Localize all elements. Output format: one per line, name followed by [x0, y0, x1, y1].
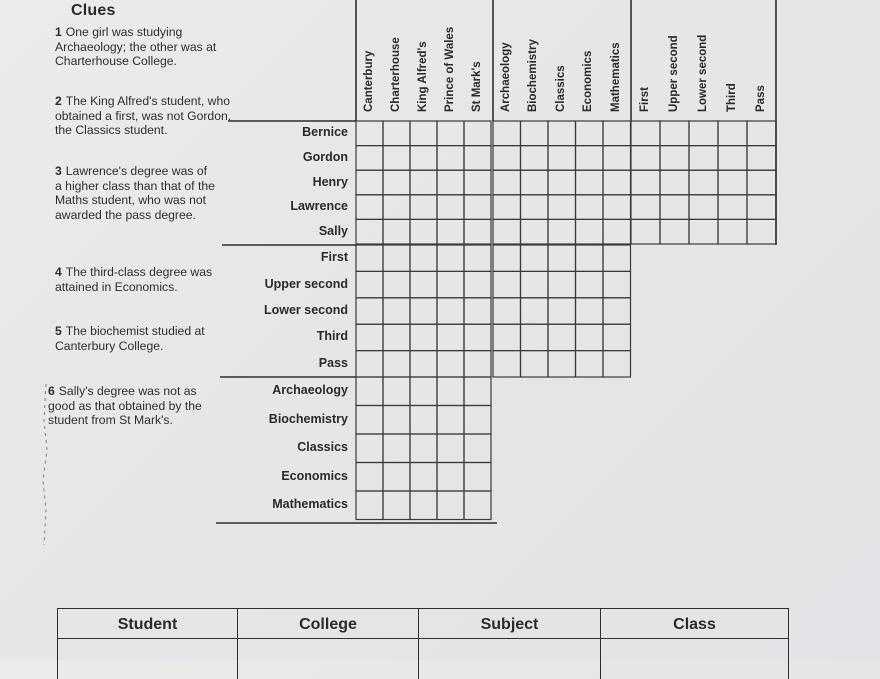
grid-cell[interactable]: [464, 491, 491, 520]
grid-cell[interactable]: [383, 271, 410, 297]
grid-cell[interactable]: [718, 195, 747, 220]
grid-cell[interactable]: [410, 195, 437, 220]
grid-cell[interactable]: [660, 219, 689, 244]
grid-cell[interactable]: [603, 324, 631, 350]
grid-cell[interactable]: [521, 170, 549, 195]
grid-cell[interactable]: [410, 245, 437, 271]
grid-cell[interactable]: [437, 298, 464, 324]
grid-cell[interactable]: [576, 195, 604, 220]
answer-cell[interactable]: [237, 639, 418, 679]
row-label: Mathematics: [272, 497, 348, 512]
grid-cell[interactable]: [603, 351, 631, 377]
row-label: Gordon: [302, 149, 348, 164]
grid-cell[interactable]: [437, 170, 464, 195]
grid-cell[interactable]: [603, 170, 631, 195]
row-label: Henry: [312, 174, 348, 189]
grid-cell[interactable]: [383, 245, 410, 271]
grid-cell[interactable]: [576, 351, 604, 377]
grid-cell[interactable]: [356, 491, 383, 520]
grid-cell[interactable]: [603, 219, 631, 244]
grid-cell[interactable]: [437, 121, 464, 146]
row-label: Economics: [281, 468, 348, 483]
grid-cell[interactable]: [603, 245, 631, 271]
grid-cell[interactable]: [747, 195, 776, 220]
grid-cell[interactable]: [660, 121, 689, 146]
grid-cell[interactable]: [356, 271, 383, 297]
grid-cell[interactable]: [548, 195, 576, 220]
grid-cell[interactable]: [603, 195, 631, 220]
row-label: Lawrence: [290, 199, 348, 214]
grid-cell[interactable]: [464, 271, 491, 297]
grid-cell[interactable]: [521, 298, 549, 324]
grid-cell[interactable]: [356, 121, 383, 146]
clue-number: 1: [55, 25, 62, 39]
clue-text: The third-class degree was attained in Economics.: [55, 265, 213, 294]
grid-cell[interactable]: [464, 298, 491, 324]
grid-cell[interactable]: [356, 146, 383, 171]
grid-cell[interactable]: [356, 219, 383, 244]
grid-cell[interactable]: [356, 434, 383, 463]
grid-cell[interactable]: [356, 377, 383, 406]
grid-cell[interactable]: [576, 245, 604, 271]
grid-cell[interactable]: [521, 195, 549, 220]
grid-cell[interactable]: [437, 195, 464, 220]
grid-cell[interactable]: [548, 298, 576, 324]
grid-cell[interactable]: [464, 351, 491, 377]
grid-cell[interactable]: [383, 195, 410, 220]
row-label: Lower second: [263, 303, 348, 317]
grid-cell[interactable]: [493, 121, 521, 146]
row-label: Third: [316, 329, 348, 344]
grid-cell[interactable]: [464, 434, 491, 463]
grid-cell[interactable]: [548, 324, 576, 350]
grid-cell[interactable]: [356, 463, 383, 492]
answer-cell[interactable]: [418, 639, 600, 679]
grid-cell[interactable]: [493, 245, 521, 271]
grid-cell[interactable]: [356, 170, 383, 195]
clue-text: The biochemist studied at Canterbury College.: [55, 324, 205, 353]
grid-cell[interactable]: [521, 271, 549, 297]
grid-cell[interactable]: [576, 324, 604, 350]
grid-cell[interactable]: [410, 377, 437, 406]
column-label: Mathematics: [609, 42, 622, 112]
grid-cell[interactable]: [437, 434, 464, 463]
column-label: Archaeology: [499, 42, 512, 112]
grid-cell[interactable]: [410, 434, 437, 463]
grid-cell[interactable]: [689, 121, 718, 146]
grid-cell[interactable]: [464, 324, 491, 350]
grid-cell[interactable]: [631, 219, 660, 244]
grid-cell[interactable]: [576, 121, 604, 146]
column-label: Classics: [554, 65, 567, 112]
grid-cell[interactable]: [410, 491, 437, 520]
grid-cell[interactable]: [689, 219, 718, 244]
clue-text: One girl was studying Archaeology; the other was at Charterhouse College.: [55, 25, 217, 69]
grid-cell[interactable]: [603, 121, 631, 146]
grid-cell[interactable]: [576, 170, 604, 195]
column-label: Upper second: [667, 35, 680, 112]
grid-cell[interactable]: [521, 324, 549, 350]
grid-cell[interactable]: [493, 351, 521, 377]
grid-cell[interactable]: [464, 463, 491, 492]
answer-cell[interactable]: [57, 639, 237, 679]
column-label: First: [638, 87, 651, 112]
grid-cell[interactable]: [356, 195, 383, 220]
grid-cell[interactable]: [548, 121, 576, 146]
clue-text: Sally's degree was not as good as that obtained by the student from St Mark's.: [48, 384, 202, 428]
column-label: Prince of Wales: [443, 26, 456, 112]
row-label: Classics: [297, 440, 348, 455]
grid-cell[interactable]: [437, 351, 464, 377]
grid-cell[interactable]: [410, 121, 437, 146]
row-label: First: [320, 250, 348, 265]
grid-cell[interactable]: [689, 146, 718, 171]
row-label: Sally: [318, 223, 348, 238]
column-label: Pass: [754, 85, 767, 112]
clue-number: 2: [55, 94, 62, 108]
column-label: Lower second: [696, 34, 709, 112]
grid-cell[interactable]: [437, 406, 464, 435]
row-label: Biochemistry: [268, 411, 348, 426]
grid-cell[interactable]: [660, 195, 689, 220]
grid-cell[interactable]: [603, 298, 631, 324]
grid-cell[interactable]: [631, 170, 660, 195]
grid-cell[interactable]: [437, 463, 464, 492]
grid-cell[interactable]: [631, 146, 660, 171]
grid-cell[interactable]: [464, 121, 491, 146]
grid-cell[interactable]: [437, 245, 464, 271]
grid-cell[interactable]: [603, 271, 631, 297]
answer-header-subject: Subject: [418, 608, 600, 639]
grid-cell[interactable]: [356, 324, 383, 350]
grid-cell[interactable]: [718, 219, 747, 244]
grid-cell[interactable]: [521, 146, 549, 171]
clue-text: The King Alfred's student, who obtained a first, was not Gordon, the Classics student.: [55, 94, 232, 138]
row-label: Bernice: [302, 125, 348, 140]
grid-cell[interactable]: [410, 146, 437, 171]
clue-text: Lawrence's degree was of a higher class than that of the Maths student, who was not awarded the pass degree.: [55, 164, 215, 222]
grid-cell[interactable]: [464, 406, 491, 435]
grid-cell[interactable]: [437, 491, 464, 520]
grid-cell[interactable]: [747, 170, 776, 195]
answer-cell[interactable]: [600, 639, 788, 679]
grid-cell[interactable]: [383, 406, 410, 435]
grid-cell[interactable]: [718, 170, 747, 195]
grid-cell[interactable]: [493, 146, 521, 171]
grid-cell[interactable]: [383, 298, 410, 324]
column-label: St Mark's: [470, 61, 483, 112]
grid-cell[interactable]: [493, 170, 521, 195]
column-label: Canterbury: [362, 50, 375, 112]
answer-table-border: [788, 608, 789, 679]
grid-cell[interactable]: [383, 377, 410, 406]
grid-cell[interactable]: [437, 324, 464, 350]
grid-cell[interactable]: [747, 219, 776, 244]
grid-cell[interactable]: [576, 219, 604, 244]
grid-cell[interactable]: [410, 463, 437, 492]
grid-cell[interactable]: [410, 219, 437, 244]
grid-cell[interactable]: [493, 271, 521, 297]
grid-cell[interactable]: [356, 298, 383, 324]
grid-cell[interactable]: [383, 463, 410, 492]
clue-number: 4: [55, 265, 62, 279]
column-label: King Alfred's: [416, 41, 429, 112]
grid-cell[interactable]: [410, 351, 437, 377]
clue-number: 3: [55, 164, 62, 178]
grid-cell[interactable]: [548, 245, 576, 271]
grid-cell[interactable]: [437, 146, 464, 171]
grid-cell[interactable]: [576, 298, 604, 324]
grid-cell[interactable]: [576, 146, 604, 171]
grid-cell[interactable]: [521, 245, 549, 271]
grid-cell[interactable]: [437, 219, 464, 244]
grid-cell[interactable]: [631, 195, 660, 220]
grid-cell[interactable]: [521, 351, 549, 377]
grid-cell[interactable]: [410, 406, 437, 435]
grid-cell[interactable]: [410, 170, 437, 195]
grid-cell[interactable]: [747, 121, 776, 146]
grid-cell[interactable]: [356, 351, 383, 377]
grid-cell[interactable]: [548, 170, 576, 195]
row-label: Archaeology: [272, 383, 348, 398]
grid-cell[interactable]: [410, 271, 437, 297]
answer-header-class: Class: [600, 608, 788, 639]
grid-cell[interactable]: [576, 271, 604, 297]
grid-cell[interactable]: [464, 377, 491, 406]
column-label: Charterhouse: [389, 37, 402, 112]
grid-cell[interactable]: [437, 271, 464, 297]
grid-cell[interactable]: [383, 491, 410, 520]
grid-cell[interactable]: [410, 324, 437, 350]
grid-cell[interactable]: [631, 121, 660, 146]
grid-cell[interactable]: [689, 170, 718, 195]
grid-cell[interactable]: [464, 219, 491, 244]
clue-number: 6: [48, 384, 55, 398]
grid-cell[interactable]: [383, 146, 410, 171]
grid-cell[interactable]: [493, 195, 521, 220]
grid-cell[interactable]: [548, 351, 576, 377]
answer-header-college: College: [237, 608, 418, 639]
grid-cell[interactable]: [689, 195, 718, 220]
grid-cell[interactable]: [356, 245, 383, 271]
grid-cell[interactable]: [660, 170, 689, 195]
column-label: Biochemistry: [527, 39, 540, 112]
answer-header-student: Student: [57, 608, 237, 639]
grid-cell[interactable]: [548, 219, 576, 244]
grid-cell[interactable]: [383, 351, 410, 377]
grid-cell[interactable]: [718, 146, 747, 171]
grid-cell[interactable]: [383, 324, 410, 350]
column-label: Third: [725, 83, 738, 112]
grid-cell[interactable]: [383, 434, 410, 463]
grid-cell[interactable]: [718, 121, 747, 146]
grid-cell[interactable]: [383, 170, 410, 195]
grid-cell[interactable]: [464, 195, 491, 220]
grid-cell[interactable]: [356, 406, 383, 435]
grid-cell[interactable]: [521, 121, 549, 146]
grid-cell[interactable]: [464, 245, 491, 271]
row-label: Upper second: [264, 276, 348, 291]
grid-cell[interactable]: [521, 219, 549, 244]
grid-cell[interactable]: [437, 377, 464, 406]
clues-title: Clues: [71, 2, 116, 19]
grid-cell[interactable]: [383, 121, 410, 146]
clue-number: 5: [55, 324, 62, 338]
grid-cell[interactable]: [548, 146, 576, 171]
grid-cell[interactable]: [660, 146, 689, 171]
column-label: Economics: [582, 50, 595, 112]
grid-cell[interactable]: [493, 219, 521, 244]
grid-cell[interactable]: [493, 324, 521, 350]
grid-cell[interactable]: [464, 146, 491, 171]
row-label: Pass: [318, 355, 348, 370]
grid-cell[interactable]: [548, 271, 576, 297]
grid-cell[interactable]: [383, 219, 410, 244]
grid-cell[interactable]: [493, 298, 521, 324]
grid-cell[interactable]: [603, 146, 631, 171]
grid-cell[interactable]: [747, 146, 776, 171]
grid-cell[interactable]: [464, 170, 491, 195]
grid-cell[interactable]: [410, 298, 437, 324]
